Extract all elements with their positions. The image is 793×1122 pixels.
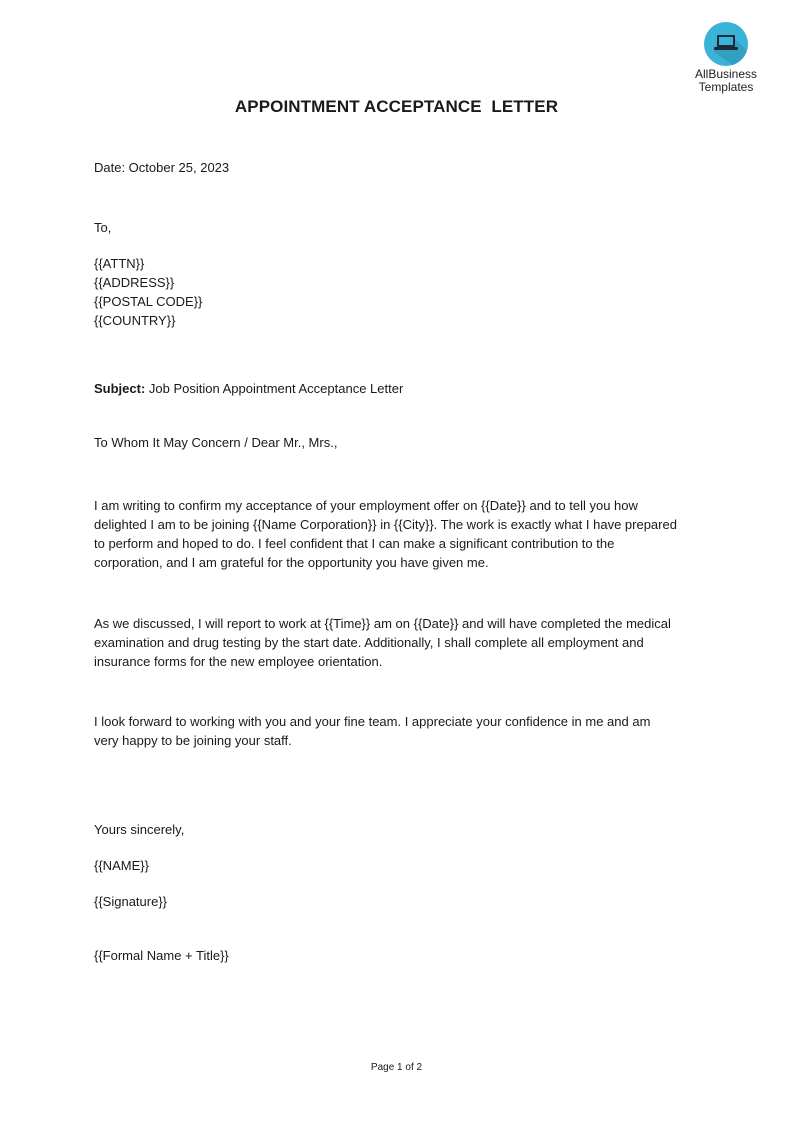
sender-name: {{NAME}} (94, 858, 149, 873)
paragraph-line: I look forward to working with you and your fine team. I appreciate your confidence in me and am (94, 714, 651, 729)
address-attn: {{ATTN}} (94, 256, 145, 271)
subject-text: Job Position Appointment Acceptance Letter (145, 381, 404, 396)
subject-label: Subject: (94, 381, 146, 396)
letter-title: APPOINTMENT ACCEPTANCE LETTER (234, 97, 559, 116)
laptop-icon (704, 22, 748, 66)
paragraph-line: As we discussed, I will report to work at {{Time}} am on {{Date}} and will have completed the medical (94, 616, 671, 631)
subject-line (94, 379, 706, 398)
logo-text-line2: Templates (698, 80, 754, 94)
to-line: To, (94, 220, 112, 235)
paragraph-start-details (94, 614, 706, 671)
paragraph-acceptance (94, 496, 706, 572)
paragraph-line: delighted I am to be joining {{Name Corporation}} in {{City}}. The work is exactly what I have prepared (94, 517, 677, 532)
address-street: {{ADDRESS}} (94, 275, 175, 290)
allbusiness-logo (688, 22, 764, 94)
logo-text-line1: AllBusiness (694, 67, 758, 81)
closing: Yours sincerely, (94, 822, 185, 837)
paragraph-line: to perform and hoped to do. I feel confident that I can make a significant contribution to the (94, 536, 615, 551)
date-line: Date: October 25, 2023 (94, 160, 230, 175)
address-country: {{COUNTRY}} (94, 313, 176, 328)
paragraph-line: insurance forms for the new employee orientation. (94, 654, 383, 669)
address-postal-code: {{POSTAL CODE}} (94, 294, 203, 309)
paragraph-line: examination and drug testing by the start date. Additionally, I shall complete all employment and (94, 635, 644, 650)
sender-formal-name: {{Formal Name + Title}} (94, 948, 229, 963)
salutation: To Whom It May Concern / Dear Mr., Mrs., (94, 435, 338, 450)
recipient-address (94, 254, 706, 330)
sender-signature: {{Signature}} (94, 894, 168, 909)
paragraph-line: very happy to be joining your staff. (94, 733, 292, 748)
paragraph-closing-thanks (94, 712, 706, 750)
page-number: Page 1 of 2 (370, 1062, 423, 1073)
paragraph-line: I am writing to confirm my acceptance of your employment offer on {{Date}} and to tell you how (94, 498, 638, 513)
paragraph-line: corporation, and I am grateful for the opportunity you have given me. (94, 555, 489, 570)
